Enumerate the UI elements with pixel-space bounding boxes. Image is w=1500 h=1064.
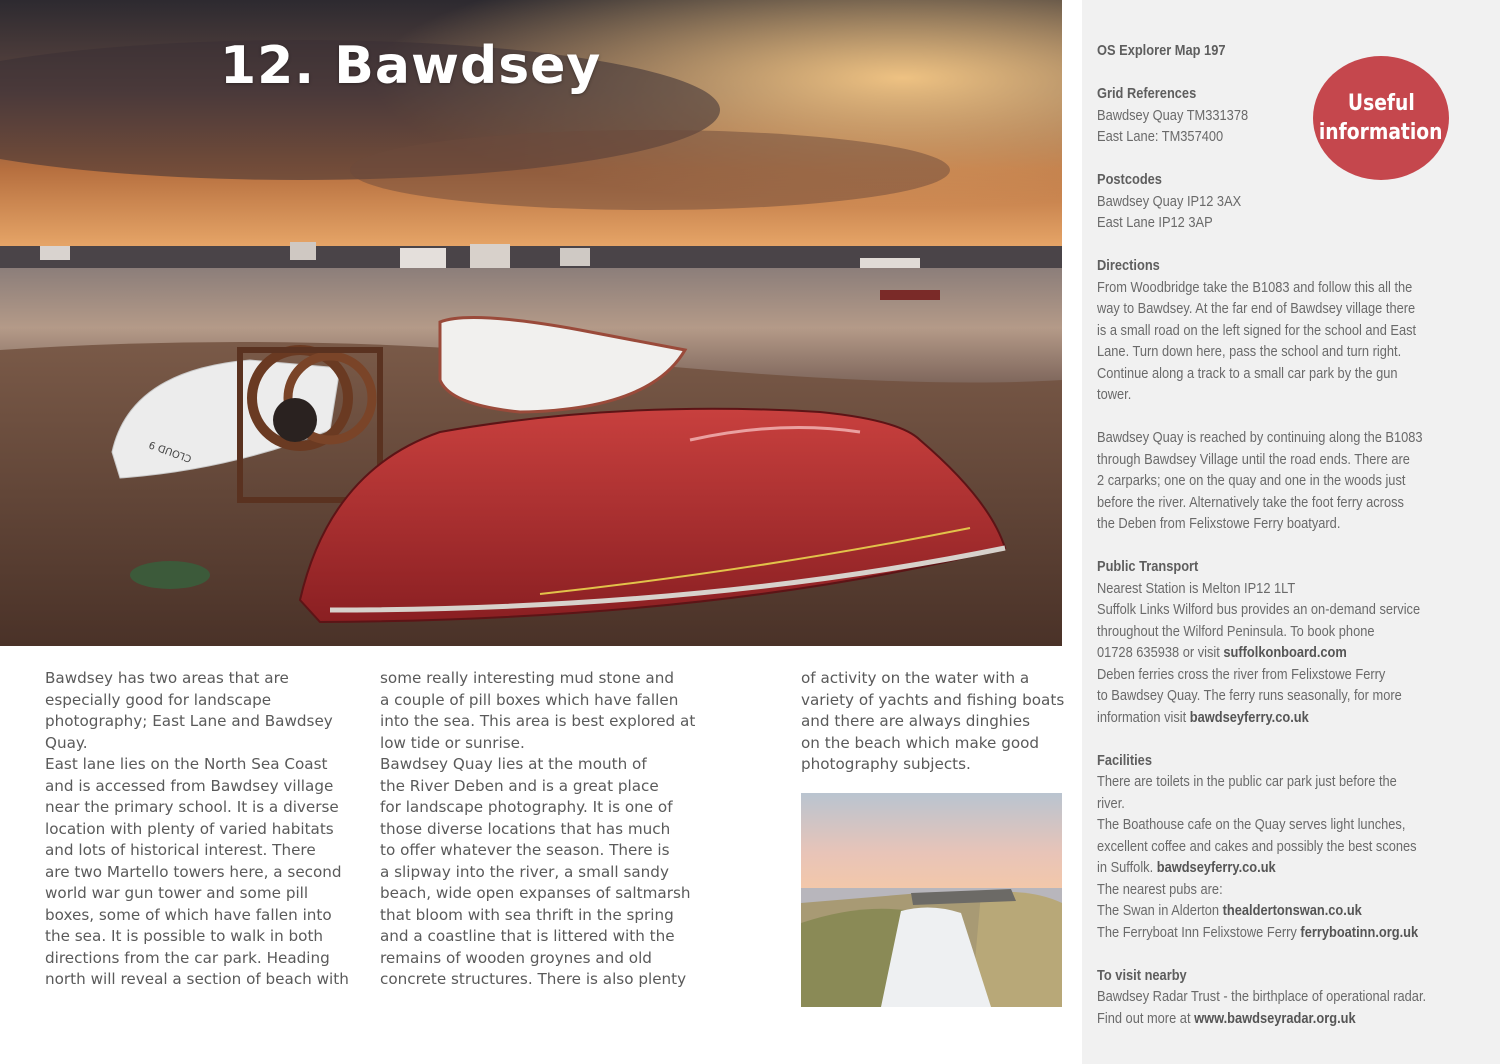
postcodes-section <box>1097 170 1467 235</box>
page-title: 12. Bawdsey <box>220 36 602 96</box>
directions-quay-section <box>1097 428 1467 536</box>
facilities-line: river. <box>1097 795 1125 812</box>
facilities-line: There are toilets in the public car park just before the <box>1097 774 1397 790</box>
body-text-column-2: some really interesting mud stone and a couple of pill boxes which have fallen into the sea. This area is best explored at low tide or sunrise. Bawdsey Quay lies at the mouth of the River Deben and is a great place for landscape photography. It is one of those diverse locations that has much to offer whatever the season. There is a slipway into the river, a small sandy beach, wide open expanses of saltmarsh that bloom with sea thrift in the spring and a coastline that is littered with the remains of wooden groynes and old concrete structures. There is also plenty <box>380 669 696 988</box>
directions-line: through Bawdsey Village until the road ends. There are <box>1097 451 1410 468</box>
nearby-heading: To visit nearby <box>1097 967 1187 984</box>
badge-line-2: information <box>1319 120 1443 145</box>
transport-line: throughout the Wilford Peninsula. To book phone <box>1097 623 1375 640</box>
grid-references-heading: Grid References <box>1097 86 1197 102</box>
facilities-line <box>1097 923 1467 945</box>
sidebar-content <box>1097 41 1427 1052</box>
transport-line: Nearest Station is Melton IP12 1LT <box>1097 580 1296 597</box>
transport-line <box>1097 643 1467 665</box>
ferryboatinn-link[interactable]: ferryboatinn.org.uk <box>1300 924 1419 941</box>
useful-information-badge <box>1313 56 1449 180</box>
nearby-text: Find out more at <box>1097 1010 1195 1027</box>
facilities-text: The Swan in Alderton <box>1097 903 1223 919</box>
transport-text: 01728 635938 or visit <box>1097 645 1224 661</box>
facilities-section <box>1097 751 1467 945</box>
directions-section <box>1097 256 1467 407</box>
directions-line: way to Bawdsey. At the far end of Bawdsey village there <box>1097 301 1416 317</box>
useful-information-sidebar <box>1082 0 1500 1064</box>
facilities-line <box>1097 858 1467 880</box>
directions-line: tower. <box>1097 387 1132 403</box>
transport-text: information visit <box>1097 709 1190 726</box>
beach-path-photo <box>801 793 1062 1007</box>
directions-line: before the river. Alternatively take the foot ferry across <box>1097 494 1404 511</box>
public-transport-heading: Public Transport <box>1097 559 1199 575</box>
body-text-column-3: of activity on the water with a variety of yachts and fishing boats and there are always dinghies on the beach which make good photography subjects. <box>801 669 1065 773</box>
facilities-text: The Ferryboat Inn Felixstowe Ferry <box>1097 924 1301 941</box>
boat-name-text: CLOUD 9 <box>147 438 194 464</box>
badge-line-1: Useful <box>1347 91 1415 116</box>
body-text-column-1: Bawdsey has two areas that are especially good for landscape photography; East Lane and Bawdsey Quay. East lane lies on the North Sea Coast and is accessed from Bawdsey village near the primary school. It is a diverse location with plenty of varied habitats and lots of historical interest. There are two Martello towers here, a second world war gun tower and some pill boxes, some of which have fallen into the sea. It is possible to walk in both directions from the car park. Heading north will reveal a section of beach with <box>45 669 349 988</box>
grid-ref-line: Bawdsey Quay TM331378 <box>1097 107 1249 124</box>
directions-heading: Directions <box>1097 258 1160 274</box>
facilities-line: The nearest pubs are: <box>1097 881 1223 898</box>
transport-line <box>1097 708 1467 730</box>
nearby-line <box>1097 1009 1467 1031</box>
nearby-line: Bawdsey Radar Trust - the birthplace of operational radar. <box>1097 989 1427 1005</box>
hero-photo-illustration <box>0 0 1062 646</box>
bawdseyradar-link[interactable]: www.bawdseyradar.org.uk <box>1194 1010 1356 1027</box>
facilities-heading: Facilities <box>1097 752 1152 769</box>
hero-photo <box>0 0 1062 646</box>
public-transport-section <box>1097 557 1467 729</box>
facilities-line: The Boathouse cafe on the Quay serves light lunches, <box>1097 817 1406 833</box>
nearby-section <box>1097 966 1467 1031</box>
bawdseyferry-link[interactable]: bawdseyferry.co.uk <box>1189 709 1309 726</box>
transport-line: Suffolk Links Wilford bus provides an on-demand service <box>1097 602 1421 618</box>
directions-line: the Deben from Felixstowe Ferry boatyard. <box>1097 516 1341 532</box>
directions-line: Continue along a track to a small car park by the gun <box>1097 365 1398 382</box>
beach-path-illustration <box>801 793 1062 1007</box>
suffolkonboard-link[interactable]: suffolkonboard.com <box>1223 645 1347 661</box>
directions-line: is a small road on the left signed for the school and East <box>1097 322 1417 339</box>
bawdseyferry-link[interactable]: bawdseyferry.co.uk <box>1156 860 1276 876</box>
directions-line: 2 carparks; one on the quay and one in the woods just <box>1097 473 1406 489</box>
postcode-line: East Lane IP12 3AP <box>1097 215 1213 231</box>
map-reference: OS Explorer Map 197 <box>1097 43 1226 59</box>
directions-line: Bawdsey Quay is reached by continuing along the B1083 <box>1097 430 1423 446</box>
facilities-text: in Suffolk. <box>1097 860 1157 876</box>
grid-ref-line: East Lane: TM357400 <box>1097 129 1224 145</box>
postcodes-heading: Postcodes <box>1097 172 1162 188</box>
facilities-line <box>1097 901 1467 923</box>
directions-line: From Woodbridge take the B1083 and follow this all the <box>1097 279 1413 296</box>
postcode-line: Bawdsey Quay IP12 3AX <box>1097 193 1242 210</box>
thealdertonswan-link[interactable]: thealdertonswan.co.uk <box>1222 903 1362 919</box>
facilities-line: excellent coffee and cakes and possibly the best scones <box>1097 838 1417 855</box>
transport-line: Deben ferries cross the river from Felixstowe Ferry <box>1097 666 1386 683</box>
transport-line: to Bawdsey Quay. The ferry runs seasonally, for more <box>1097 688 1402 704</box>
directions-line: Lane. Turn down here, pass the school and turn right. <box>1097 344 1402 360</box>
